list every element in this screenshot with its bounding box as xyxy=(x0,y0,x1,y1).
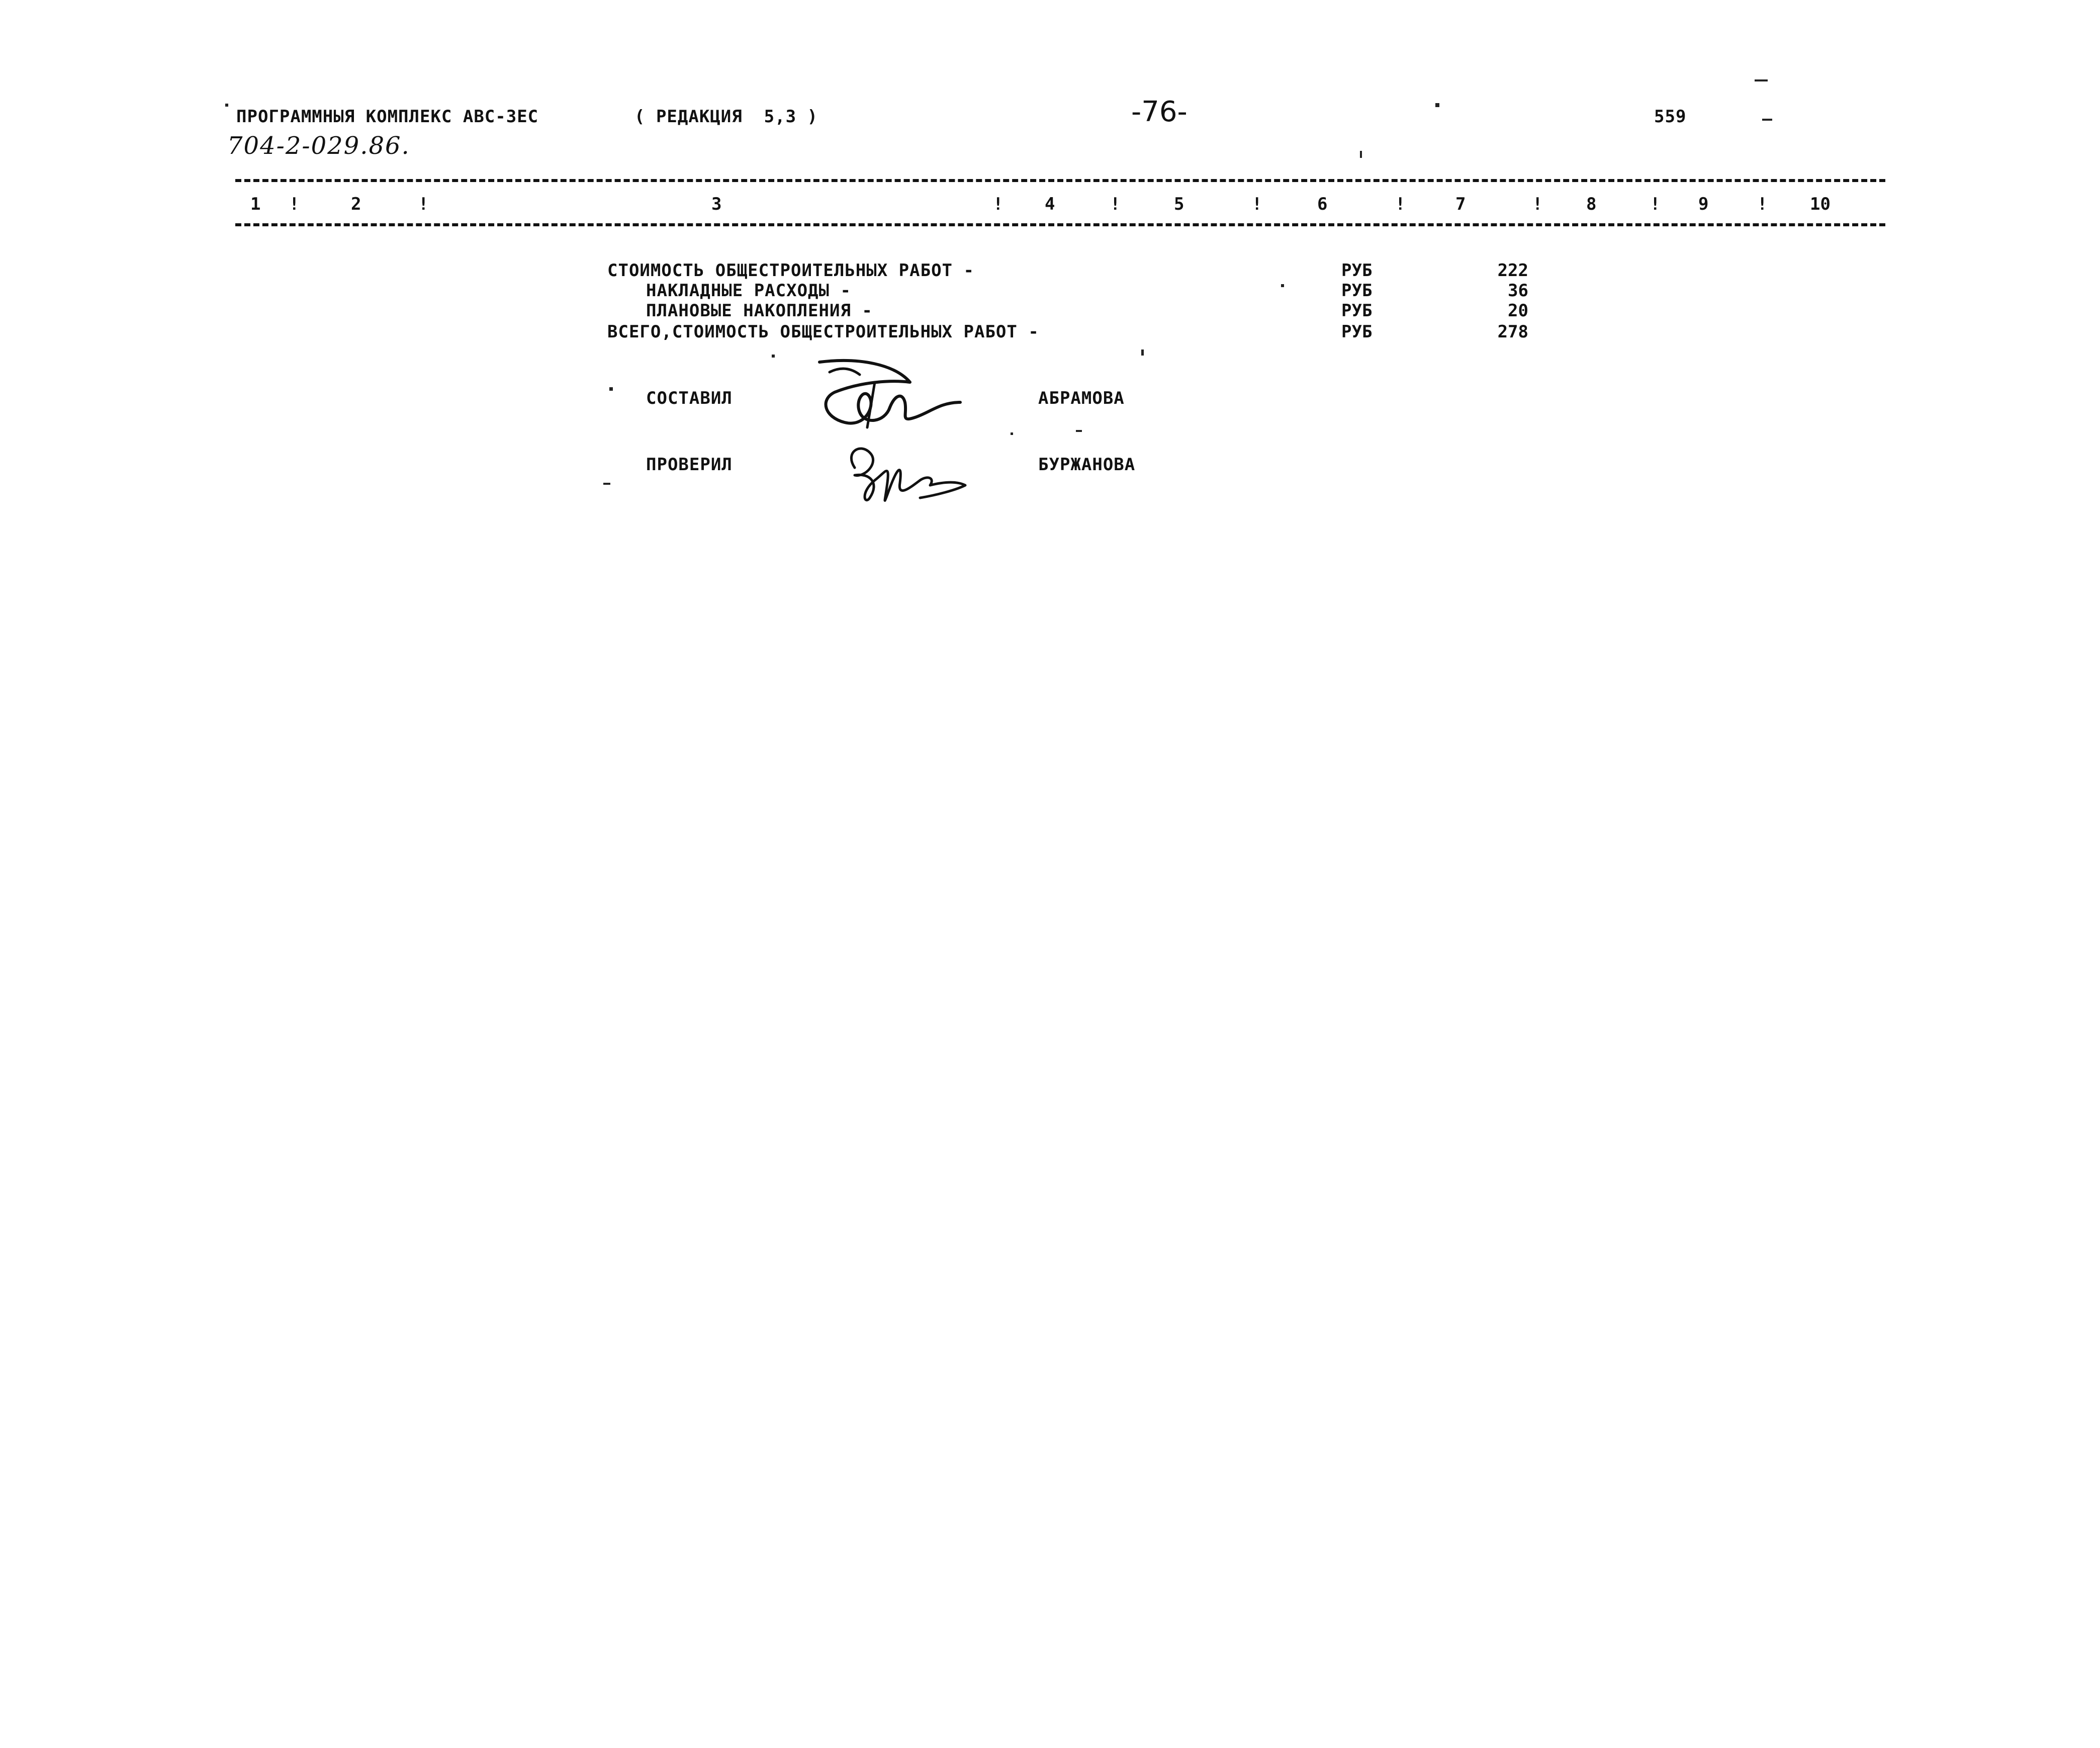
summary-label: ПЛАНОВЫЕ НАКОПЛЕНИЯ - xyxy=(646,301,873,321)
column-separator: ! xyxy=(1252,194,1262,214)
column-number: 4 xyxy=(1045,194,1055,214)
page-number: -76- xyxy=(1131,96,1188,128)
sheet-code: 559 xyxy=(1654,107,1687,127)
scan-speck xyxy=(225,104,228,107)
column-number: 5 xyxy=(1174,194,1184,214)
column-separator: ! xyxy=(418,194,429,214)
summary-unit: РУБ xyxy=(1341,301,1373,321)
scan-speck xyxy=(603,483,610,485)
scan-speck xyxy=(1435,103,1439,107)
column-separator: ! xyxy=(1532,194,1543,214)
column-separator: ! xyxy=(1110,194,1121,214)
summary-value: 20 xyxy=(1508,301,1528,321)
summary-label: НАКЛАДНЫЕ РАСХОДЫ - xyxy=(646,281,851,301)
summary-value: 36 xyxy=(1508,281,1528,301)
compiled-by-name: АБРАМОВА xyxy=(1038,388,1125,408)
scan-speck xyxy=(1011,432,1013,435)
scan-speck xyxy=(772,355,775,358)
summary-unit: РУБ xyxy=(1341,322,1373,342)
scan-speck xyxy=(1281,284,1284,287)
table-top-rule xyxy=(235,179,1885,182)
program-title: ПРОГРАММНЫЯ КОМПЛЕКС АВС-ЗЕС xyxy=(236,107,539,127)
scan-speck xyxy=(609,387,613,391)
edition-label: ( РЕДАКЦИЯ 5,3 ) xyxy=(634,107,818,127)
table-bottom-rule xyxy=(235,223,1885,226)
checked-by-name: БУРЖАНОВА xyxy=(1038,455,1136,475)
summary-label: СТОИМОСТЬ ОБЩЕСТРОИТЕЛЬНЫХ РАБОТ - xyxy=(607,260,974,281)
checked-by-label: ПРОВЕРИЛ xyxy=(646,455,733,475)
column-number: 9 xyxy=(1698,194,1709,214)
column-separator: ! xyxy=(1395,194,1406,214)
doc-code-handwritten: 704-2-029.86. xyxy=(227,132,410,160)
column-number: 7 xyxy=(1455,194,1466,214)
column-separator: ! xyxy=(993,194,1003,214)
compiled-signature-icon xyxy=(799,352,970,438)
scan-speck xyxy=(1755,79,1768,81)
checked-signature-icon xyxy=(835,432,975,513)
scan-speck xyxy=(1141,349,1144,356)
column-number: 10 xyxy=(1810,194,1831,214)
column-separator: ! xyxy=(1757,194,1768,214)
column-separator: ! xyxy=(1650,194,1661,214)
compiled-by-label: СОСТАВИЛ xyxy=(646,388,733,408)
column-number: 8 xyxy=(1586,194,1597,214)
scan-speck xyxy=(1360,151,1362,158)
summary-unit: РУБ xyxy=(1341,281,1373,301)
column-number: 2 xyxy=(351,194,361,214)
summary-unit: РУБ xyxy=(1341,260,1373,281)
column-number: 3 xyxy=(711,194,722,214)
scan-speck xyxy=(1076,430,1082,432)
column-number: 6 xyxy=(1317,194,1328,214)
scan-speck xyxy=(1762,119,1772,121)
column-number: 1 xyxy=(250,194,261,214)
column-separator: ! xyxy=(289,194,300,214)
summary-total-value: 278 xyxy=(1497,322,1528,342)
summary-value: 222 xyxy=(1497,260,1528,281)
summary-total-label: ВСЕГО,СТОИМОСТЬ ОБЩЕСТРОИТЕЛЬНЫХ РАБОТ - xyxy=(607,322,1039,342)
